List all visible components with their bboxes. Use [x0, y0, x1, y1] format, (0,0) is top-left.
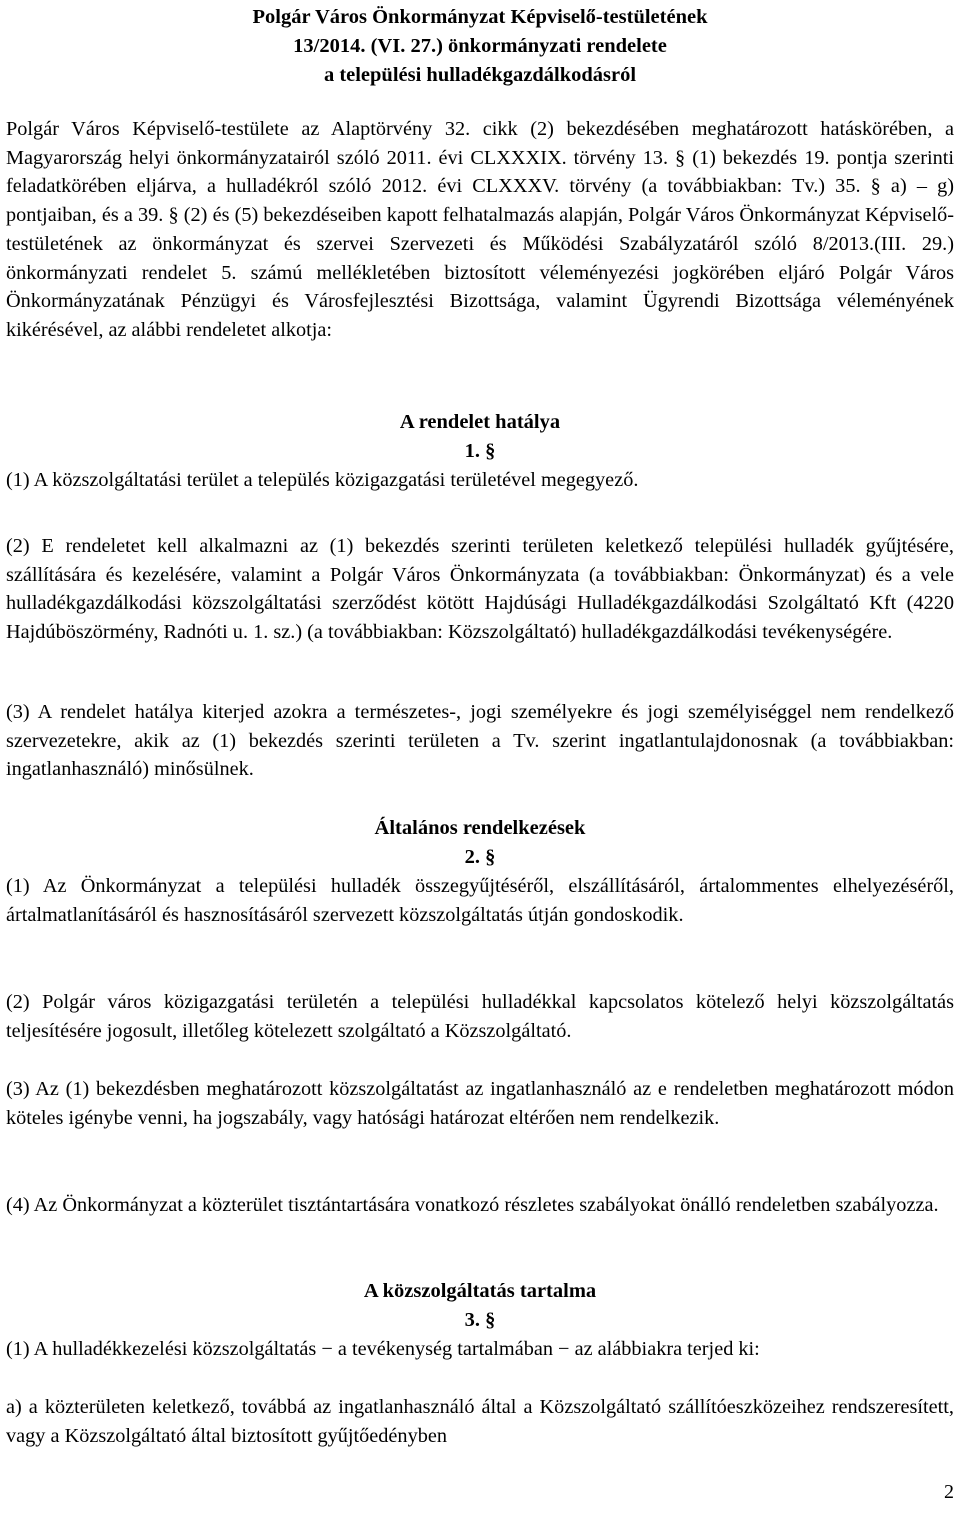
document-page — [6, 0, 954, 1513]
section-2-paragraph-4: (4) Az Önkormányzat a közterület tisztántartására vonatkozó részletes szabályokat önálló rendeletben szabályozza. — [6, 1194, 939, 1216]
section-1-paragraph-1: (1) A közszolgáltatási terület a település közigazgatási területével megegyező. — [6, 469, 639, 491]
preamble-paragraph: Polgár Város Képviselő-testülete az Alaptörvény 32. cikk (2) bekezdésében meghatározott hatáskörében, a Magyarország helyi önkormányzatairól szóló 2011. évi CLXXXIX. törvény 13. § (1) bekezdés 19. pontja szerinti feladatkörében eljárva, a hulladékról szóló 2012. évi CLXXXV. törvény (a továbbiakban: Tv.) 35. § a) – g) pontjaiban, és a 39. § (2) és (5) bekezdéseiben kapott felhatalmazás alapján, Polgár Város Önkormányzat Képviselő-testületének az önkormányzat és szervei Szervezeti és Működési Szabályzatáról szóló 8/2013.(III. 29.) önkormányzati rendelet 5. számú mellékletében biztosított véleményezési jogkörében eljáró Polgár Város Önkormányzatának Pénzügyi és Városfejlesztési Bizottsága, valamint Ügyrendi Bizottsága véleményének kikérésével, az alábbi rendeletet alkotja: — [6, 118, 954, 341]
page-number: 2 — [944, 1481, 954, 1503]
section-2-heading: Általános rendelkezések — [374, 817, 586, 839]
section-3-paragraph-2: a) a közterületen keletkező, továbbá az ingatlanhasználó által a Közszolgáltató szállítóeszközeihez rendszeresített, vagy a Közszolgáltató által biztosított gyűjtőedényben — [6, 1396, 954, 1447]
section-2-paragraph-2: (2) Polgár város közigazgatási területén a települési hulladékkal kapcsolatos kötelező helyi közszolgáltatás teljesítésére jogosult, illetőleg kötelezett szolgáltató a Közszolgáltató. — [6, 991, 954, 1042]
section-2-paragraph-3: (3) Az (1) bekezdésben meghatározott közszolgáltatást az ingatlanhasználó az e rendeletben meghatározott módon köteles igénybe venni, ha jogszabály, vagy hatósági határozat eltérően nem rendelkezik. — [6, 1078, 954, 1129]
document-title — [6, 3, 954, 90]
section-3-number: 3. § — [464, 1309, 496, 1331]
section-1-paragraph-3: (3) A rendelet hatálya kiterjed azokra a természetes-, jogi személyekre és jogi személyiséggel nem rendelkező szervezetekre, akik az (1) bekezdés szerinti területen a Tv. szerint ingatlantulajdonosnak (a továbbiakban: ingatlanhasználó) minősülnek. — [6, 701, 954, 781]
section-2-number: 2. § — [464, 846, 496, 868]
section-3-paragraph-1: (1) A hulladékkezelési közszolgáltatás − a tevékenység tartalmában − az alábbiakra terjed ki: — [6, 1338, 760, 1360]
title-line-2: 13/2014. (VI. 27.) önkormányzati rendelete — [293, 35, 667, 57]
section-2-paragraph-1: (1) Az Önkormányzat a települési hulladék összegyűjtéséről, elszállításáról, ártalommentes elhelyezéséről, ártalmatlanításáról és hasznosításáról szervezett közszolgáltatás útján gondoskodik. — [6, 875, 954, 926]
title-line-3: a települési hulladékgazdálkodásról — [323, 64, 637, 86]
title-line-1: Polgár Város Önkormányzat Képviselő-testületének — [252, 6, 708, 28]
section-1-number: 1. § — [464, 440, 496, 462]
section-1-heading: A rendelet hatálya — [399, 411, 561, 433]
section-3-heading: A közszolgáltatás tartalma — [363, 1280, 597, 1302]
section-1-paragraph-2: (2) E rendeletet kell alkalmazni az (1) bekezdés szerinti területen keletkező települési hulladék gyűjtésére, szállítására és kezelésére, valamint a Polgár Város Önkormányzata (a továbbiakban: Önkormányzat) és a vele hulladékgazdálkodási közszolgáltatási szerződést kötött Hajdúsági Hulladékgazdálkodási Szolgáltató Kft (4220 Hajdúböszörmény, Radnóti u. 1. sz.) (a továbbiakban: Közszolgáltató) hulladékgazdálkodási tevékenységére. — [6, 535, 954, 644]
